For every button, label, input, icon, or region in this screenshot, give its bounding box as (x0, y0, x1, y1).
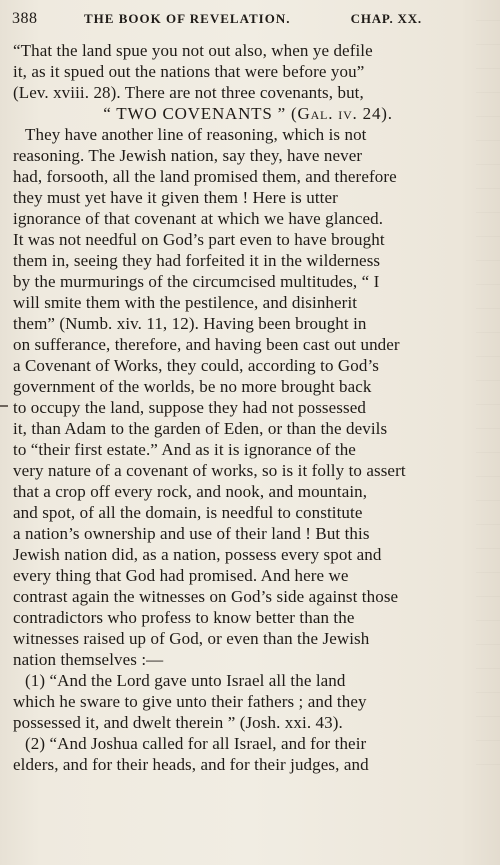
text-line: contrast again the witnesses on God’s side against those (13, 587, 399, 606)
text-line: government of the worlds, be no more brought back (13, 377, 372, 396)
text-line: a Covenant of Works, they could, according to God’s (13, 356, 380, 375)
text-line: elders, and for their heads, and for their judges, and (13, 755, 369, 774)
text-line: “That the land spue you not out also, when ye defile (13, 41, 373, 60)
paragraph-start: They have another line of reasoning, which is not (25, 125, 367, 144)
text-line: them” (Numb. xiv. 11, 12). Having been brought in (13, 314, 367, 333)
text-line: and spot, of all the domain, is needful to constitute (13, 503, 363, 522)
text-line: contradictors who profess to know better than the (13, 608, 355, 627)
text-line: it, as it spued out the nations that were before you” (13, 62, 365, 81)
page-header (12, 10, 482, 32)
text-line: to occupy the land, suppose they had not possessed (13, 398, 366, 417)
text-line: by the murmurings of the circumcised multitudes, “ I (13, 272, 380, 291)
text-line: witnesses raised up of God, or even than the Jewish (13, 629, 370, 648)
body-text (13, 40, 483, 775)
text-line: possessed it, and dwelt therein ” (Josh. xxi. 43). (13, 713, 343, 732)
text-line: reasoning. The Jewish nation, say they, have never (13, 146, 363, 165)
text-line: “ TWO COVENANTS ” (Gal. iv. 24). (103, 104, 393, 123)
text-line: it, than Adam to the garden of Eden, or than the devils (13, 419, 388, 438)
text-line: Jewish nation did, as a nation, possess every spot and (13, 545, 382, 564)
running-title: THE BOOK OF REVELATION. (84, 11, 291, 26)
text-line: which he sware to give unto their fathers ; and they (13, 692, 367, 711)
text-line: every thing that God had promised. And here we (13, 566, 349, 585)
text-line: ignorance of that covenant at which we have glanced. (13, 209, 384, 228)
text-line: nation themselves :— (13, 650, 164, 669)
text-line: on sufferance, therefore, and having been cast out under (13, 335, 400, 354)
text-line: that a crop off every rock, and nook, and mountain, (13, 482, 368, 501)
text-line: to “their first estate.” And as it is ignorance of the (13, 440, 356, 459)
text-line: It was not needful on God’s part even to have brought (13, 230, 385, 249)
text-line: a nation’s ownership and use of their land ! But this (13, 524, 370, 543)
text-line: very nature of a covenant of works, so is it folly to assert (13, 461, 406, 480)
margin-mark (0, 405, 8, 407)
chapter-label: CHAP. XX. (350, 11, 422, 26)
text-line: will smite them with the pestilence, and disinherit (13, 293, 358, 312)
page-number: 388 (12, 10, 38, 27)
numbered-item-start: (2) “And Joshua called for all Israel, and for their (25, 734, 367, 753)
text-line: (Lev. xviii. 28). There are not three covenants, but, (13, 83, 364, 102)
text-line: them in, seeing they had forfeited it in the wilderness (13, 251, 381, 270)
text-line: they must yet have it given them ! Here is utter (13, 188, 338, 207)
text-line: had, forsooth, all the land promised them, and therefore (13, 167, 397, 186)
numbered-item-start: (1) “And the Lord gave unto Israel all the land (25, 671, 346, 690)
